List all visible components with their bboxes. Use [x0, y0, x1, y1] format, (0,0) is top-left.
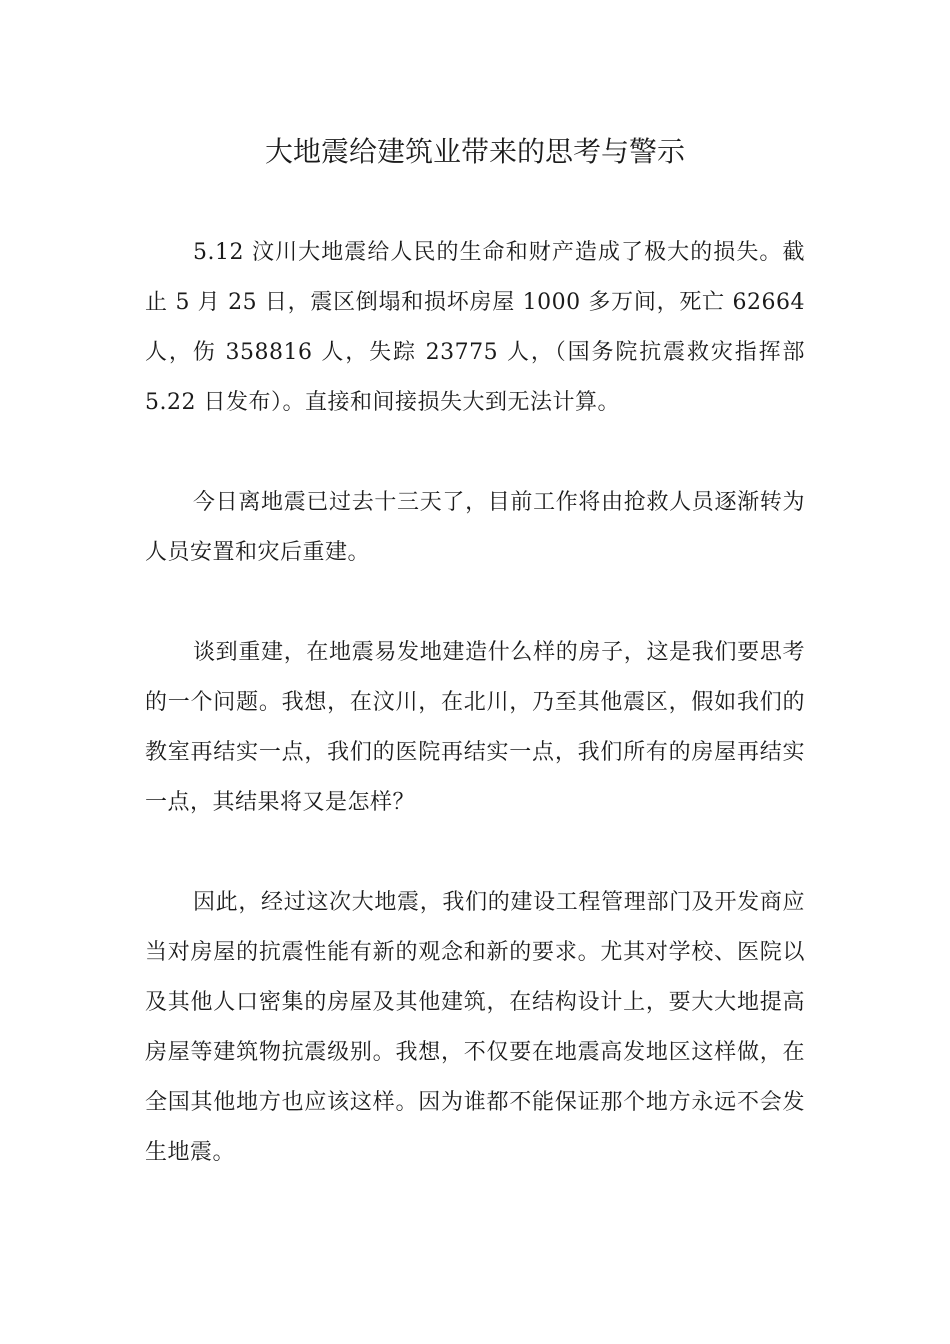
paragraph-2: 今日离地震已过去十三天了，目前工作将由抢救人员逐渐转为人员安置和灾后重建。	[145, 490, 805, 565]
document-title: 大地震给建筑业带来的思考与警示	[264, 135, 685, 168]
paragraph-3: 谈到重建，在地震易发地建造什么样的房子，这是我们要思考的一个问题。我想，在汶川，在北川，乃至其他震区，假如我们的教室再结实一点，我们的医院再结实一点，我们所有的房屋再结实一点，其结果将又是怎样？	[145, 640, 805, 815]
document-body	[145, 228, 805, 1228]
paragraph-4: 因此，经过这次大地震，我们的建设工程管理部门及开发商应当对房屋的抗震性能有新的观念和新的要求。尤其对学校、医院以及其他人口密集的房屋及其他建筑，在结构设计上，要大大地提高房屋等建筑物抗震级别。我想，不仅要在地震高发地区这样做，在全国其他地方也应该这样。因为谁都不能保证那个地方永远不会发生地震。	[145, 890, 805, 1165]
paragraph-1: 5.12 汶川大地震给人民的生命和财产造成了极大的损失。截止 5 月 25 日，震区倒塌和损坏房屋 1000 多万间，死亡 62664 人，伤 358816 人，失踪 23775 人，（国务院抗震救灾指挥部 5.22 日发布）。直接和间接损失大到无法计算。	[145, 240, 805, 415]
